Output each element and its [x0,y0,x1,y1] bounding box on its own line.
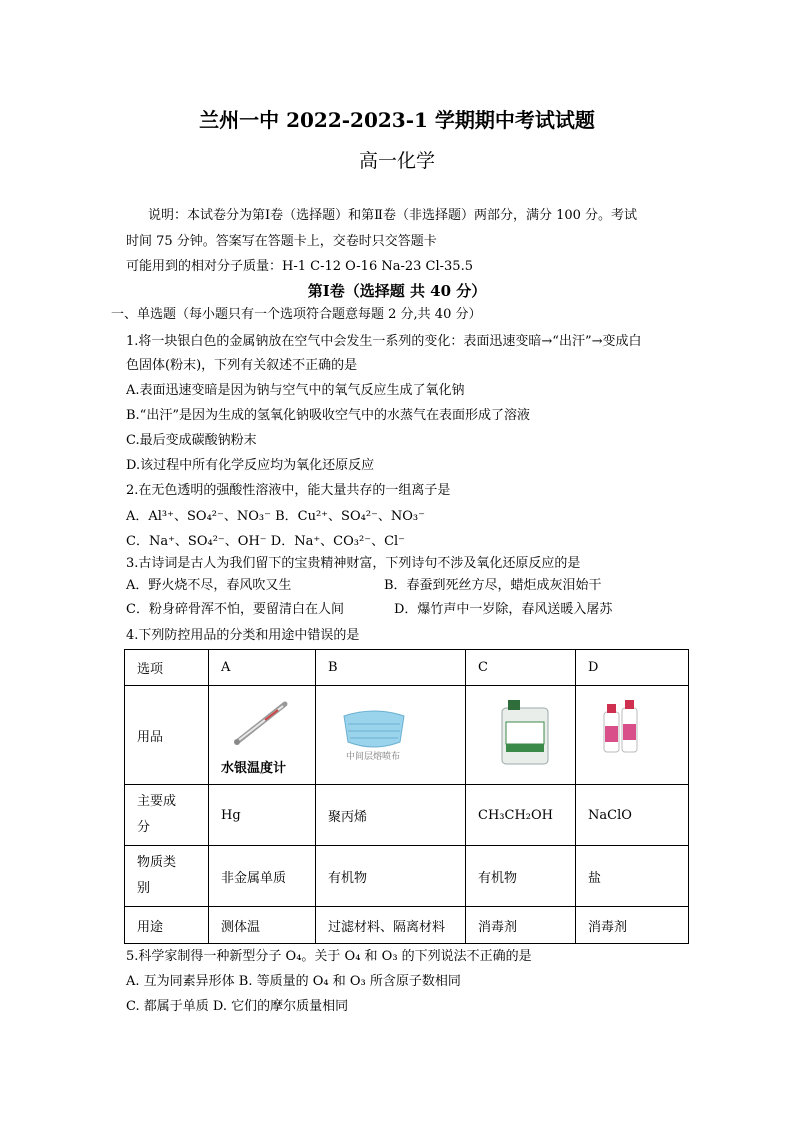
row-label [125,785,209,846]
section-title: 第Ⅰ卷（选择题 共 40 分） [307,282,487,300]
intro-line-3: 可能用到的相对分子质量：H-1 C-12 O-16 Na-23 Cl-35.5 [126,259,473,274]
table-cell: 聚丙烯 [316,785,466,846]
table-header-cell: 选项 [125,650,209,686]
table-header-cell: D [576,650,689,686]
row-label-part: 物质类 [137,855,177,870]
q5-stem: 5.科学家制得一种新型分子 O₄。关于 O₄ 和 O₃ 的下列说法不正确的是 [126,949,532,964]
row-label: 用途 [125,907,209,944]
q3-stem: 3.古诗词是古人为我们留下的宝贵精神财富，下列诗句不涉及氧化还原反应的是 [126,556,581,571]
q1-option-a: A.表面迅速变暗是因为钠与空气中的氧气反应生成了氧化钠 [126,383,465,398]
q2-stem: 2.在无色透明的强酸性溶液中，能大量共存的一组离子是 [126,483,451,498]
disinfectant-jug-icon [498,698,554,768]
q1-option-c: C.最后变成碳酸钠粉末 [126,433,257,448]
q3-option-b: B．春蚕到死丝方尽，蜡炬成灰泪始干 [384,578,602,593]
table-cell: 有机物 [316,846,466,907]
q2-options-cd: C．Na⁺、SO₄²⁻、OH⁻ D．Na⁺、CO₃²⁻、Cl⁻ [126,534,406,549]
q3-option-a: A．野火烧不尽，春风吹又生 [126,578,292,593]
intro-line-2: 时间 75 分钟。答案写在答题卡上，交卷时只交答题卡 [126,234,437,249]
table-header-cell: C [466,650,576,686]
table-row [125,846,689,907]
table-header-cell: B [316,650,466,686]
table-row [125,650,689,686]
table-cell: CH₃CH₂OH [466,785,576,846]
row-label-part: 主要成 [137,794,177,809]
section-heading: 一、单选题（每小题只有一个选项符合题意每题 2 分,共 40 分） [111,307,482,322]
table-cell: NaClO [576,785,689,846]
mask-icon [338,706,410,750]
table-cell: 消毒剂 [466,907,576,944]
table-row [125,686,689,785]
item-cell-c [466,686,576,785]
row-label [125,846,209,907]
q5-options-cd: C. 都属于单质 D. 它们的摩尔质量相同 [126,999,349,1014]
table-cell: 消毒剂 [576,907,689,944]
row-label-part: 别 [137,881,151,896]
q4-table [124,649,689,944]
exam-title: 兰州一中 2022-2023-1 学期期中考试试题 [199,108,595,132]
q1-option-b: B.“出汗”是因为生成的氢氧化钠吸收空气中的水蒸气在表面形成了溶液 [126,408,530,423]
table-cell: 测体温 [209,907,316,944]
row-label: 用品 [125,686,209,785]
table-cell: 非金属单质 [209,846,316,907]
item-cell-b [316,686,466,785]
item-cell-d [576,686,689,785]
mask-caption: 中间层熔喷布 [346,752,401,762]
q4-stem: 4.下列防控用品的分类和用途中错误的是 [126,628,360,643]
table-cell: 有机物 [466,846,576,907]
q1-option-d: D.该过程中所有化学反应均为氧化还原反应 [126,458,375,473]
item-cell-a [209,686,316,785]
exam-subtitle: 高一化学 [358,150,435,172]
table-header-cell: A [209,650,316,686]
row-label-part: 分 [137,820,151,835]
table-cell: 过滤材料、隔离材料 [316,907,466,944]
q3-option-d: D．爆竹声中一岁除，春风送暖入屠苏 [394,602,613,617]
table-cell: 盐 [576,846,689,907]
q1-stem-line-2: 色固体(粉末)，下列有关叙述不正确的是 [126,358,358,373]
table-row [125,785,689,846]
table-cell: Hg [209,785,316,846]
q5-options-ab: A. 互为同素异形体 B. 等质量的 O₄ 和 O₃ 所含原子数相同 [126,974,461,989]
table-row [125,907,689,944]
thermometer-caption: 水银温度计 [221,761,287,776]
intro-line-1: 说明：本试卷分为第Ⅰ卷（选择题）和第Ⅱ卷（非选择题）两部分，满分 100 分。考试 [148,208,638,223]
bleach-bottles-icon [602,700,642,760]
q2-options-ab: A．Al³⁺、SO₄²⁻、NO₃⁻ B．Cu²⁺、SO₄²⁻、NO₃⁻ [126,509,425,524]
thermometer-icon [231,696,311,756]
q1-stem-line-1: 1.将一块银白色的金属钠放在空气中会发生一系列的变化：表面迅速变暗→“出汗”→变成白 [126,334,642,349]
q3-option-c: C．粉身碎骨浑不怕，要留清白在人间 [126,602,344,617]
